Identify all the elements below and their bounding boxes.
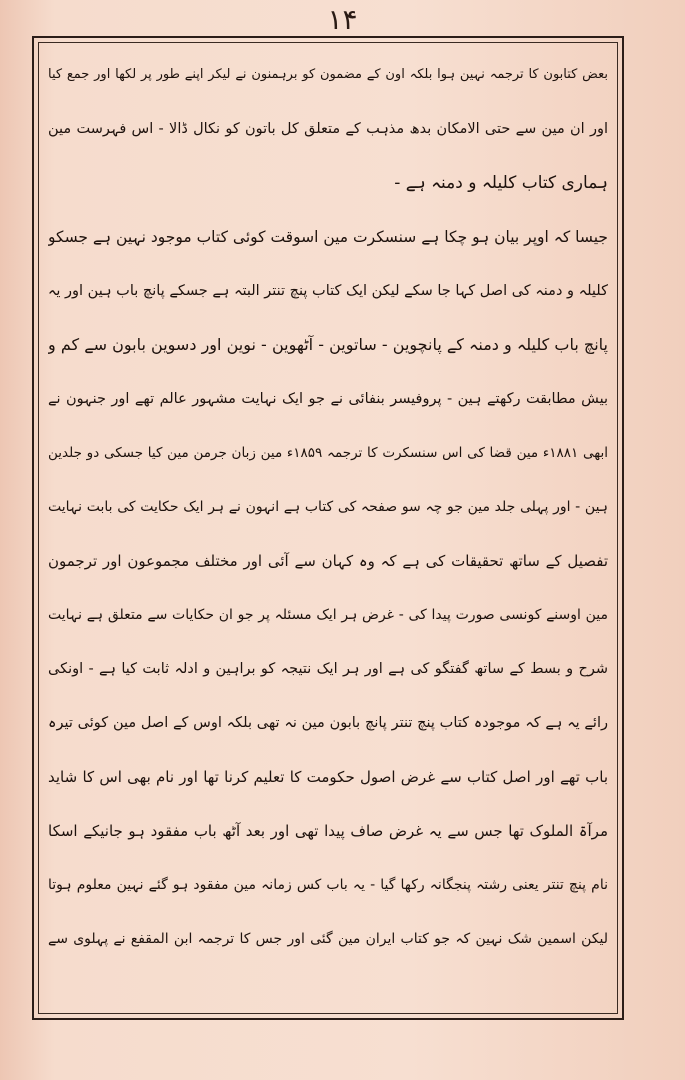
text-line: مین اوسنے کونسی صورت پیدا کی - غرض ہر ایک مسئلہ پر جو ان حکایات سے متعلق ہے نہایت [48,607,608,623]
text-line: شرح و بسط کے ساتھ گفتگو کی ہے اور ہر ایک نتیجہ کو براہین و ادلہ ثابت کیا ہے - اونکی [48,661,608,677]
text-line: ابھی ۱۸۸۱ء مین قضا کی اس سنسکرت کا ترجمہ ۱۸۵۹ء مین زبان جرمن مین کیا جسکی دو جلدین [48,445,608,461]
text-line: جیسا کہ اوپر بیان ہو چکا ہے سنسکرت مین اسوقت کوئی کتاب موجود نہین ہے جسکو [48,228,608,246]
text-line: اور ان مین سے حتی الامکان بدھ مذہب کے متعلق کل باتون کو نکال ڈالا - اس فہرست مین [48,121,608,137]
body-text [48,48,608,966]
page-number: ۱۴ [327,3,358,36]
text-line: پانچ باب کلیلہ و دمنہ کے پانچوین - ساتوین - آٹھوین - نوین اور دسوین بابون سے کم و [48,335,608,354]
text-line: باب تھے اور اصل کتاب سے غرض اصول حکومت کا تعلیم کرنا تھا اور نام بھی اس کا شاید [48,768,608,786]
text-line: ہین - اور پہلی جلد مین جو چہ سو صفحہ کی کتاب ہے انہون نے ہر ایک حکایت کی بابت نہایت [48,499,608,515]
text-line: مرآۃ الملوک تھا جس سے یہ غرض صاف پیدا تھی اور بعد آٹھ باب مفقود ہو جانیکے اسکا [48,822,608,840]
text-line: بیش مطابقت رکھتے ہین - پروفیسر بنفائی نے جو ایک نہایت مشہور عالم تھے اور جنہون نے [48,391,608,407]
text-line: تفصیل کے ساتھ تحقیقات کی ہے کہ وہ کہان سے آئی اور مختلف مجموعون اور ترجمون [48,552,608,570]
text-line: لیکن اسمین شک نہین کہ جو کتاب ایران مین گئی اور جس کا ترجمہ ابن المقفع نے پہلوی سے [48,931,608,947]
text-line: کلیلہ و دمنہ کی اصل کہا جا سکے لیکن ایک کتاب پنچ تنتر البتہ ہے جسکے پانچ باب ہین اور یہ [48,283,608,299]
text-line: ہماری کتاب کلیلہ و دمنہ ہے - [394,173,608,193]
text-line: نام پنچ تنتر یعنی رشتہ پنجگانہ رکھا گیا - یہ باب کس زمانہ مین مفقود ہو گئے نہین معلوم ہوتا [48,877,608,893]
text-line: رائے یہ ہے کہ موجودہ کتاب پنچ تنتر پانچ بابون مین نہ تھی بلکہ اوس کے اصل مین کوئی تیرہ [48,715,608,731]
text-line: بعض کتابون کا ترجمہ نہین ہوا بلکہ اون کے مضمون کو برہمنون نے لیکر اپنے طور پر لکھا اور جمع کیا [48,67,608,82]
